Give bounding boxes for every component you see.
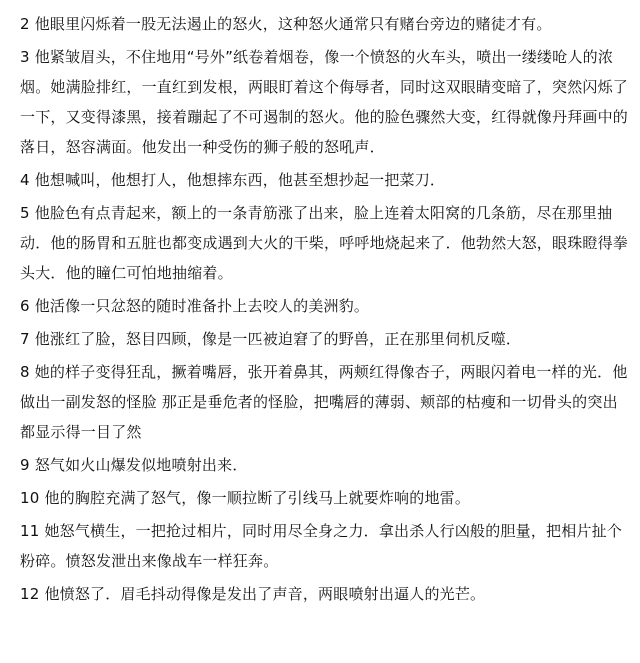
- paragraph-2: 2 他眼里闪烁着一股无法遏止的怒火，这种怒火通常只有赌台旁边的赌徒才有。: [20, 15, 552, 33]
- paragraph-4: 4 他想喊叫，他想打人，他想摔东西，他甚至想抄起一把菜刀．: [20, 171, 446, 189]
- paragraph-6: 6 他活像一只忿怒的随时准备扑上去咬人的美洲豹。: [20, 297, 370, 315]
- document-body: [20, 9, 632, 612]
- paragraph-7: 7 他涨红了脸，怒目四顾，像是一匹被迫窘了的野兽，正在那里伺机反噬．: [20, 330, 522, 348]
- paragraph-12: 12 他愤怒了．眉毛抖动得像是发出了声音，两眼喷射出逼人的光芒。: [20, 585, 486, 603]
- paragraph-5: 5 他脸色有点青起来，额上的一条青筋涨了出来，脸上连着太阳窝的几条筋，尽在那里抽动．他的肠胃和五脏也都变成遇到大火的干柴，呼呼地烧起来了．他勃然大怒，眼珠瞪得拳头大．他的瞳仁可怕地抽缩着。: [20, 204, 629, 282]
- paragraph-3: 3 他紧皱眉头，不住地用“号外”纸卷着烟卷，像一个愤怒的火车头，喷出一缕缕呛人的浓烟。她满脸排红，一直红到发根，两眼盯着这个侮辱者，同时这双眼睛变暗了，突然闪烁了一下，又变得漆黑，接着蹦起了不可遏制的怒火。他的脸色骤然大变，红得就像丹拜画中的落日，怒容满面。他发出一种受伤的狮子般的怒吼声．: [20, 48, 629, 156]
- paragraph-9: 9 怒气如火山爆发似地喷射出来．: [20, 456, 248, 474]
- paragraph-10: 10 他的胸腔充满了怒气，像一顺拉断了引线马上就要炸响的地雷。: [20, 489, 471, 507]
- paragraph-11: 11 她怒气横生，一把抢过相片，同时用尽全身之力．拿出杀人行凶般的胆量，把相片扯个粉碎。愤怒发泄出来像战车一样狂奔。: [20, 522, 623, 570]
- paragraph-8: 8 她的样子变得狂乱，撅着嘴唇，张开着鼻其，两颊红得像杏子，两眼闪着电一样的光．他做出一副发怒的怪脸 那正是垂危者的怪脸，把嘴唇的薄弱、颊部的枯瘦和一切骨头的突出都显示得一目了然: [20, 363, 628, 441]
